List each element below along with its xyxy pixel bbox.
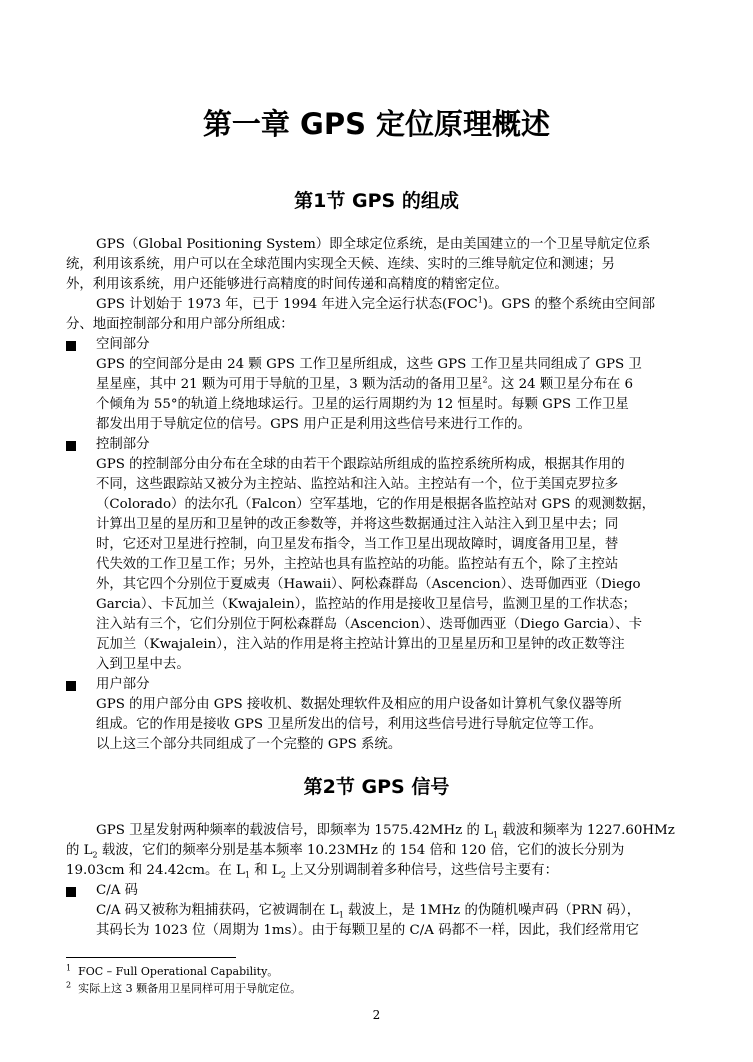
bullet-label-ca: C/A 码 xyxy=(96,883,139,898)
bullet-marker xyxy=(66,441,76,451)
bullet-label-user: 用户部分 xyxy=(96,677,150,692)
para-line: 不同，这些跟踪站又被分为主控站、监控站和注入站。主控站有一个，位于美国克罗拉多 xyxy=(96,477,619,492)
para-line: 都发出用于导航定位的信号。GPS 用户正是利用这些信号来进行工作的。 xyxy=(96,417,531,432)
para-line: GPS 计划始于 1973 年，已于 1994 年进入完全运行状态(FOC$^1$)。GPS 的整个系统由空间部 xyxy=(96,295,656,312)
para-line: 统，利用该系统，用户可以在全球范围内实现全天候、连续、实时的三维导航定位和测速；另 xyxy=(66,257,616,272)
para-line: GPS 卫星发射两种频率的载波信号，即频率为 1575.42MHz 的 $L_1$ 载波和频率为 1227.60HMz xyxy=(96,823,675,840)
para-line: GPS 的控制部分由分布在全球的由若干个跟踪站所组成的监控系统所构成，根据其作用的 xyxy=(96,457,625,472)
para-line: 外，利用该系统，用户还能够进行高精度的时间传递和高精度的精密定位。 xyxy=(66,277,508,292)
para-line: 19.03cm 和 24.42cm。在 $L_1$ 和 $L_2$ 上又分别调制着多种信号，这些信号主要有： xyxy=(66,863,558,880)
para-line: 的 $L_2$ 载波，它们的频率分别是基本频率 10.23MHz 的 154 倍和 120 倍，它们的波长分别为 xyxy=(66,843,625,860)
para-line: 时，它还对卫星进行控制，向卫星发布指令，当工作卫星出现故障时，调度备用卫星，替 xyxy=(96,537,619,552)
footnote-ref: 2 xyxy=(482,375,488,385)
section-title-2: 第2节 GPS 信号 xyxy=(303,776,450,798)
footnote-rule xyxy=(66,957,236,958)
para-line: GPS 的空间部分是由 24 颗 GPS 工作卫星所组成，这些 GPS 工作卫星共同组成了 GPS 卫 xyxy=(96,357,642,372)
para-line: 以上这三个部分共同组成了一个完整的 GPS 系统。 xyxy=(96,737,402,752)
para-line: （Colorado）的法尔孔（Falcon）空军基地，它的作用是根据各监控站对 GPS 的观测数据， xyxy=(96,497,656,512)
para-line: GPS（Global Positioning System）即全球定位系统，是由美国建立的一个卫星导航定位系 xyxy=(96,237,651,252)
para-line: 个倾角为 55°的轨道上绕地球运行。卫星的运行周期约为 12 恒星时。每颗 GPS 工作卫星 xyxy=(96,397,629,412)
para-line: 瓦加兰（Kwajalein），注入站的作用是将主控站计算出的卫星星历和卫星钟的改正数等注 xyxy=(96,637,625,652)
para-line: 入到卫星中去。 xyxy=(96,657,190,672)
para-line: 星星座，其中 21 颗为可用于导航的卫星，3 颗为活动的备用卫星$^2$。这 24 颗卫星分布在 6 xyxy=(96,375,634,392)
footnote-ref: 1 xyxy=(477,295,483,305)
para-line: 代失效的工作卫星工作；另外，主控站也具有监控站的功能。监控站有五个，除了主控站 xyxy=(96,557,619,572)
page-number: 2 xyxy=(372,1008,381,1022)
para-line: 其码长为 1023 位（周期为 1ms）。由于每颗卫星的 C/A 码都不一样，因此，我们经常用它 xyxy=(96,923,640,938)
bullet-marker xyxy=(66,887,76,897)
bullet-marker xyxy=(66,681,76,691)
bullet-marker xyxy=(66,341,76,351)
para-line: Garcia）、卡瓦加兰（Kwajalein），监控站的作用是接收卫星信号，监测卫星的工作状态； xyxy=(96,597,637,612)
para-line: GPS 的用户部分由 GPS 接收机、数据处理软件及相应的用户设备如计算机气象仪器等所 xyxy=(96,697,622,712)
para-line: 计算出卫星的星历和卫星钟的改正参数等，并将这些数据通过注入站注入到卫星中去；同 xyxy=(96,517,619,532)
para-line: C/A 码又被称为粗捕获码，它被调制在 $L_1$ 载波上，是 1MHz 的伪随机噪声码（PRN 码）， xyxy=(96,903,641,920)
para-line: 外，其它四个分别位于夏威夷（Hawaii）、阿松森群岛（Ascencion）、迭哥伽西亚（Diego xyxy=(96,577,641,592)
para-line: 注入站有三个，它们分别位于阿松森群岛（Ascencion）、迭哥伽西亚（Diego Garcia）、卡 xyxy=(96,617,643,632)
bullet-label-control: 控制部分 xyxy=(96,437,150,452)
footnote-2: $^2$ 实际上这 3 颗备用卫星同样可用于导航定位。 xyxy=(66,980,302,995)
section-title-1: 第1节 GPS 的组成 xyxy=(294,190,459,212)
chapter-title: 第一章 GPS 定位原理概述 xyxy=(202,107,551,141)
para-line: 组成。它的作用是接收 GPS 卫星所发出的信号，利用这些信号进行导航定位等工作。 xyxy=(96,717,603,732)
bullet-label-space: 空间部分 xyxy=(96,337,150,352)
footnote-1: $^1$ FOC – Full Operational Capability。 xyxy=(66,963,279,978)
para-line: 分、地面控制部分和用户部分所组成： xyxy=(66,317,294,332)
